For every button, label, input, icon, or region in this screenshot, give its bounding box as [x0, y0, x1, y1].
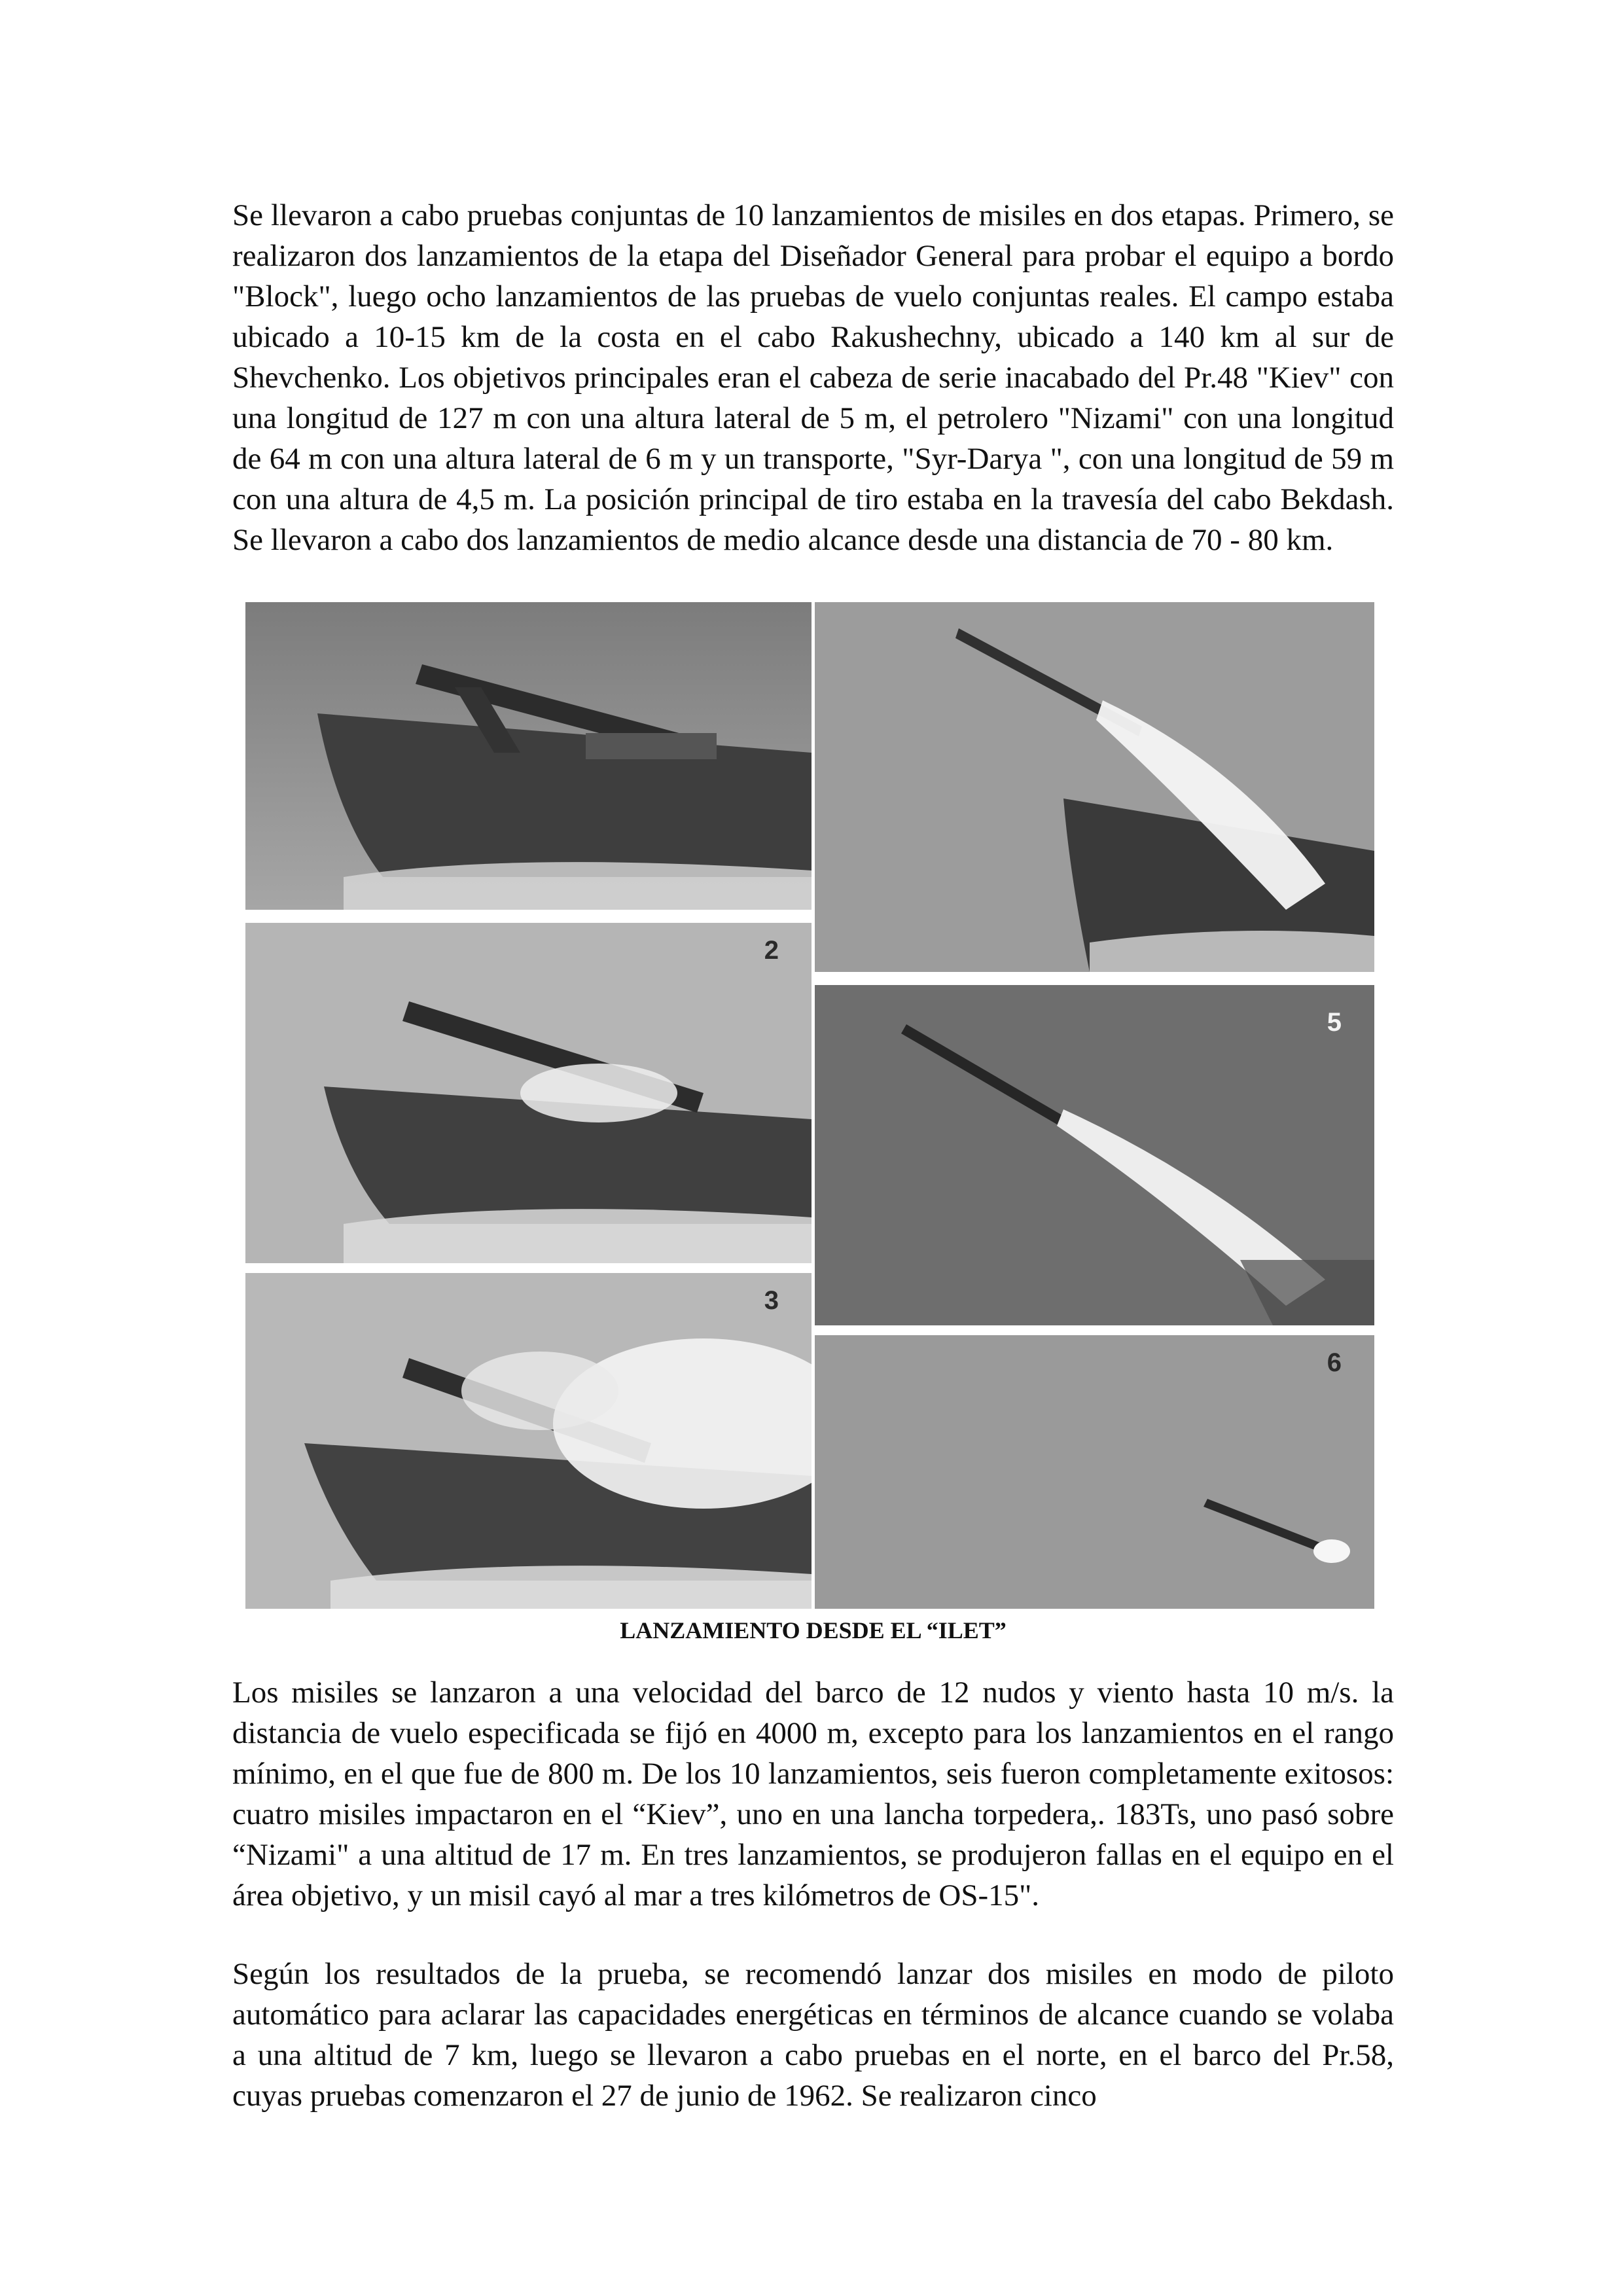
launch-photo-sequence [245, 602, 1374, 1609]
photo-number-6: 6 [1327, 1348, 1342, 1377]
recommendation-paragraph: Según los resultados de la prueba, se recomendó lanzar dos misiles en modo de piloto automático para aclarar las capacidades energéticas en términos de alcance cuando se volaba a una altitud de 7 km, luego se llevaron a cabo pruebas en el norte, en el barco del Pr.58, cuyas pruebas comenzaron el 27 de junio de 1962. Se realizaron cinco [232, 1957, 1394, 2113]
results-paragraph: Los misiles se lanzaron a una velocidad del barco de 12 nudos y viento hasta 10 m/s. la distancia de vuelo especificada se fijó en 4000 m, excepto para los lanzamientos en el rango mínimo, en el que fue de 800 m. De los 10 lanzamientos, seis fueron completamente exitosos: cuatro misiles impactaron en el “Kiev”, uno en una lancha torpedera,. 183Ts, uno pasó sobre “Nizami" a una altitud de 17 m. En tres lanzamientos, se produjeron fallas en el equipo en el área objetivo, y un misil cayó al mar a tres kilómetros de OS-15". [232, 1676, 1394, 1912]
photo-number-2: 2 [764, 936, 779, 965]
photo-number-5: 5 [1327, 1008, 1342, 1037]
photo-panel-6 [815, 1335, 1374, 1609]
photo-panel-4 [815, 602, 1374, 972]
photo-number-3: 3 [764, 1286, 779, 1315]
photo-panel-2 [245, 923, 812, 1263]
photo-panel-1 [245, 602, 812, 910]
photo-panel-3 [245, 1273, 812, 1609]
figure-caption: LANZAMIENTO DESDE EL “ILET” [620, 1617, 1007, 1643]
intro-paragraph: Se llevaron a cabo pruebas conjuntas de 10 lanzamientos de misiles en dos etapas. Primero, se realizaron dos lanzamientos de la etapa del Diseñador General para probar el equipo a bordo "Block", luego ocho lanzamientos de las pruebas de vuelo conjuntas reales. El campo estaba ubicado a 10-15 km de la costa en el cabo Rakushechny, ubicado a 140 km al sur de Shevchenko. Los objetivos principales eran el cabeza de serie inacabado del Pr.48 "Kiev" con una longitud de 127 m con una altura lateral de 5 m, el petrolero "Nizami" con una longitud de 64 m con una altura lateral de 6 m y un transporte, "Syr-Darya ", con una longitud de 59 m con una altura de 4,5 m. La posición principal de tiro estaba en la travesía del cabo Bekdash. Se llevaron a cabo dos lanzamientos de medio alcance desde una distancia de 70 - 80 km. [232, 198, 1394, 557]
photo-panel-5 [815, 985, 1374, 1325]
